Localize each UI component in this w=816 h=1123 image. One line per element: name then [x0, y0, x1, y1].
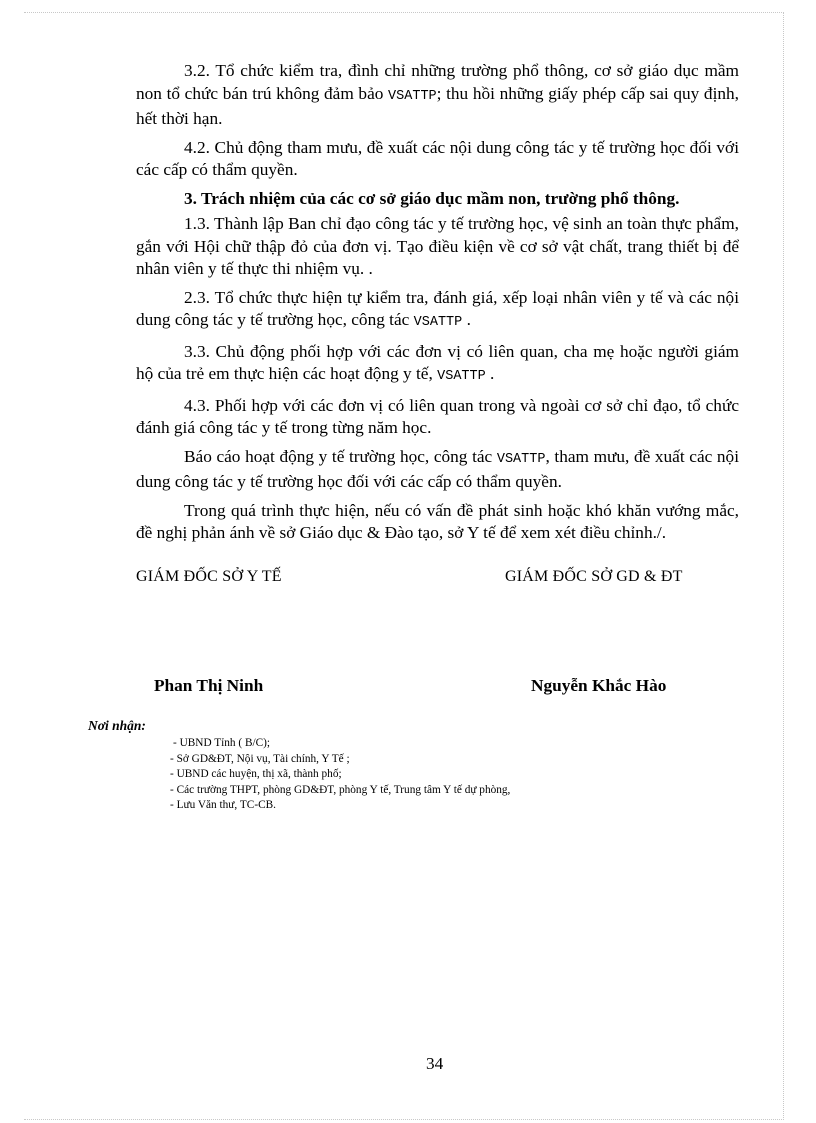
recipient-item: - Lưu Văn thư, TC-CB. — [170, 799, 276, 811]
paragraph-text: 4.3. Phối hợp với các đơn vị có liên quan trong và ngoài cơ sở chỉ đạo, tổ chức đánh giá công tác y tế trong từng năm học. — [136, 395, 739, 437]
paragraph-p-closing — [136, 500, 739, 545]
paragraph-text: Trong quá trình thực hiện, nếu có vấn đề phát sinh hoặc khó khăn vướng mắc, đề nghị phản ánh về sở Giáo dục & Đào tạo, sở Y tế để xem xét điều chỉnh./. — [136, 500, 739, 542]
recipients-label: Nơi nhận: — [88, 718, 146, 733]
paragraph-text: , tham mưu, đề xuất các nội dung công tác y tế trường học đối với các cấp có thẩm quyền. — [136, 446, 739, 491]
paragraph-text: Báo cáo hoạt động y tế trường học, công tác — [184, 446, 497, 466]
recipient-item: - Sở GD&ĐT, Nội vụ, Tài chính, Y Tế ; — [170, 752, 350, 765]
right-signatory-title: GIÁM ĐỐC SỞ GD & ĐT — [505, 568, 683, 585]
document-body — [136, 60, 739, 551]
paragraph-text: 4.2. Chủ động tham mưu, đề xuất các nội dung công tác y tế trường học đối với các cấp có thẩm quyền. — [136, 137, 739, 179]
paragraph-p-4-2 — [136, 137, 739, 182]
recipient-item: - Các trường THPT, phòng GD&ĐT, phòng Y tế, Trung tâm Y tế dự phòng, — [170, 783, 511, 796]
paragraph-p-3-3 — [136, 341, 739, 389]
paragraph-text: 3. Trách nhiệm của các cơ sở giáo dục mầm non, trường phổ thông. — [184, 188, 680, 208]
paragraph-p-report — [136, 446, 739, 494]
recipient-item: - UBND các huyện, thị xã, thành phố; — [170, 768, 342, 780]
paragraph-text: . — [462, 310, 471, 329]
abbreviation-vsattp: VSATTP — [437, 369, 486, 384]
recipient-item: - UBND Tỉnh ( B/C); — [173, 737, 271, 749]
recipients-list — [170, 736, 510, 814]
paragraph-p-1-3 — [136, 213, 739, 281]
paragraph-p-2-3 — [136, 287, 739, 335]
paragraph-heading-3 — [136, 188, 739, 211]
right-signatory-name: Nguyễn Khắc Hào — [531, 676, 667, 695]
paragraph-text: ; thu hồi những giấy phép cấp sai quy định, hết thời hạn. — [136, 83, 739, 128]
left-signatory-title: GIÁM ĐỐC SỞ Y TẾ — [136, 568, 282, 585]
paragraph-text: 3.2. Tổ chức kiểm tra, đình chỉ những trường phổ thông, cơ sở giáo dục mầm non tổ chức bán trú không đảm bảo — [136, 61, 739, 103]
abbreviation-vsattp: VSATTP — [496, 451, 546, 467]
paragraph-text: 2.3. Tổ chức thực hiện tự kiểm tra, đánh giá, xếp loại nhân viên y tế và các nội dung công tác y tế trường học, công tác — [136, 287, 739, 329]
paragraph-text: 1.3. Thành lập Ban chỉ đạo công tác y tế trường học, vệ sinh an toàn thực phẩm, gắn với Hội chữ thập đỏ của đơn vị. Tạo điều kiện về cơ sở vật chất, trang thiết bị để nhân viên y tế thực thi nhiệm vụ. . — [136, 214, 739, 278]
paragraph-text: . — [485, 364, 495, 383]
paragraph-text: 3.3. Chủ động phối hợp với các đơn vị có liên quan, cha mẹ hoặc người giám hộ của trẻ em thực hiện các hoạt động y tế, — [136, 341, 739, 383]
paragraph-p-4-3 — [136, 395, 739, 440]
paragraph-p-3-2 — [136, 60, 739, 131]
abbreviation-vsattp: VSATTP — [388, 88, 437, 104]
left-signatory-name: Phan Thị Ninh — [154, 676, 264, 695]
page-number: 34 — [426, 1054, 444, 1073]
abbreviation-vsattp: VSATTP — [413, 315, 463, 330]
